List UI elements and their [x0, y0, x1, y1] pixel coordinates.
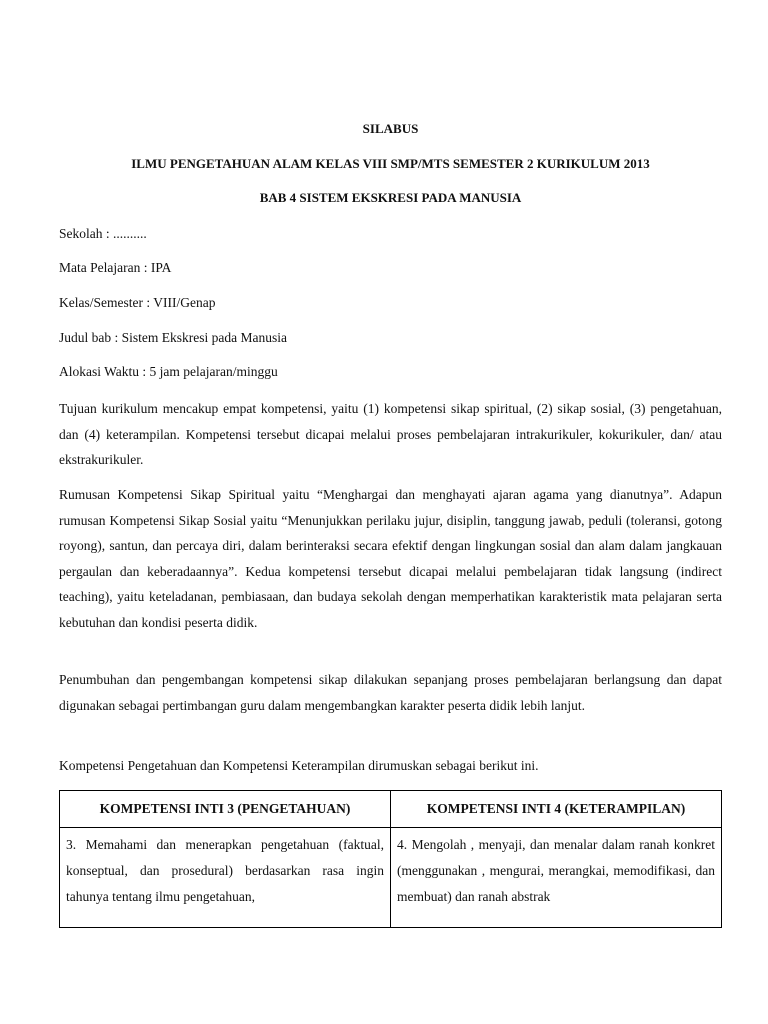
info-judul-bab: Judul bab : Sistem Ekskresi pada Manusia	[59, 330, 287, 345]
info-alokasi-waktu: Alokasi Waktu : 5 jam pelajaran/minggu	[59, 364, 278, 379]
table-header-row	[60, 791, 722, 828]
table-header-ki4: KOMPETENSI INTI 4 (KETERAMPILAN)	[391, 791, 722, 828]
table-cell-ki4	[391, 828, 722, 928]
info-sekolah: Sekolah : ..........	[59, 226, 147, 241]
document-title: SILABUS	[362, 121, 419, 136]
info-kelas-semester: Kelas/Semester : VIII/Genap	[59, 295, 216, 310]
table-row	[60, 828, 722, 928]
info-mata-pelajaran: Mata Pelajaran : IPA	[59, 260, 172, 275]
kompetensi-table	[59, 790, 722, 928]
ki3-text: 3. Memahami dan menerapkan pengetahuan (faktual, konseptual, dan prosedural) berdasarkan rasa ingin tahunya tentang ilmu pengetahuan,	[66, 837, 384, 904]
paragraph-penumbuhan: Penumbuhan dan pengembangan kompetensi sikap dilakukan sepanjang proses pembelajaran berlangsung dan dapat digunakan sebagai pertimbangan guru dalam mengembangkan karakter peserta didik lebih lanjut.	[59, 672, 722, 713]
document-subtitle: ILMU PENGETAHUAN ALAM KELAS VIII SMP/MTS SEMESTER 2 KURIKULUM 2013	[131, 156, 650, 171]
paragraph-kompetensi: Kompetensi Pengetahuan dan Kompetensi Keterampilan dirumuskan sebagai berikut ini.	[59, 758, 539, 773]
ki4-text: 4. Mengolah , menyaji, dan menalar dalam ranah konkret (menggunakan , mengurai, merangkai, memodifikasi, dan membuat) dan ranah abstrak	[397, 837, 715, 904]
table-header-ki3: KOMPETENSI INTI 3 (PENGETAHUAN)	[60, 791, 391, 828]
table-cell-ki3	[60, 828, 391, 928]
paragraph-tujuan: Tujuan kurikulum mencakup empat kompetensi, yaitu (1) kompetensi sikap spiritual, (2) sikap sosial, (3) pengetahuan, dan (4) keterampilan. Kompetensi tersebut dicapai melalui proses pembelajaran intrakurikuler, kokurikuler, dan/ atau ekstrakurikuler.	[59, 401, 722, 467]
chapter-heading: BAB 4 SISTEM EKSKRESI PADA MANUSIA	[259, 190, 522, 205]
paragraph-sikap: Rumusan Kompetensi Sikap Spiritual yaitu “Menghargai dan menghayati ajaran agama yang dianutnya”. Adapun rumusan Kompetensi Sikap Sosial yaitu “Menunjukkan perilaku jujur, disiplin, tanggung jawab, peduli (toleransi, gotong royong), santun, dan percaya diri, dalam berinteraksi secara efektif dengan lingkungan sosial dan alam dalam jangkauan pergaulan dan keberadaannya”. Kedua kompetensi tersebut dicapai melalui pembelajaran tidak langsung (indirect teaching), yaitu keteladanan, pembiasaan, dan budaya sekolah dengan memperhatikan karakteristik mata pelajaran serta kebutuhan dan kondisi peserta didik.	[59, 487, 722, 630]
